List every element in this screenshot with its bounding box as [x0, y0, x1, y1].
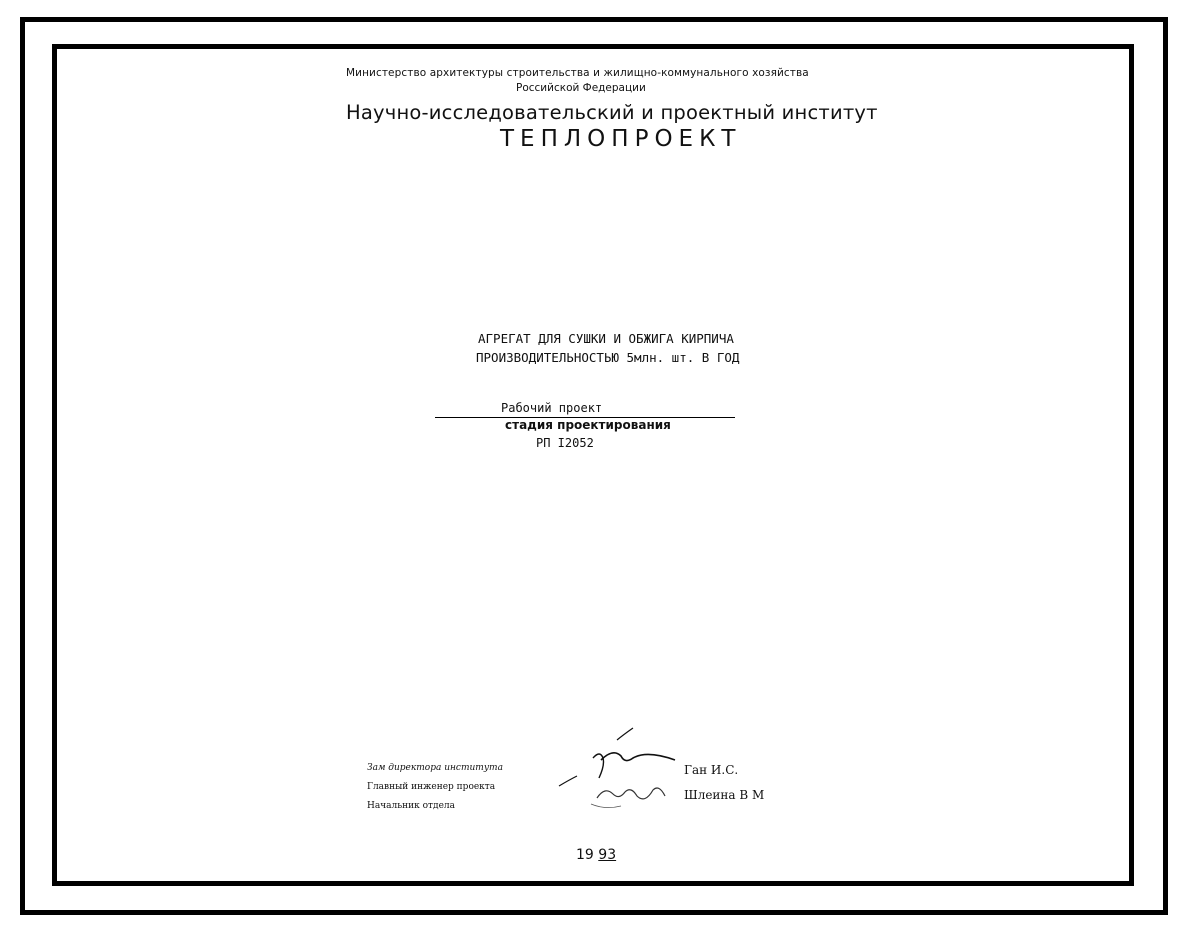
work-project-label: Рабочий проект	[501, 401, 603, 415]
year-suffix: 93	[598, 847, 617, 863]
federation-line: Российской Федерации	[516, 82, 646, 94]
role-deputy-director: Зам директора института	[367, 763, 503, 773]
institute-name: Научно-исследовательский и проектный институт	[346, 101, 878, 124]
signature-marks	[555, 720, 685, 820]
ministry-line: Министерство архитектуры строительства и жилищно-коммунального хозяйства	[346, 67, 809, 79]
project-code: РП I2052	[536, 436, 594, 450]
document-title-line2: ПРОИЗВОДИТЕЛЬНОСТЬЮ 5млн. шт. В ГОД	[476, 350, 740, 365]
signatory-name-2: Шлеина В М	[684, 788, 765, 802]
stage-label: стадия проектирования	[505, 418, 671, 432]
year	[576, 847, 616, 863]
organization-name: ТЕПЛОПРОЕКТ	[500, 126, 742, 152]
signatory-name-1: Ган И.С.	[684, 763, 739, 777]
role-department-head: Начальник отдела	[367, 801, 455, 811]
document-title-line1: АГРЕГАТ ДЛЯ СУШКИ И ОБЖИГА КИРПИЧА	[478, 331, 734, 346]
year-prefix: 19	[576, 847, 594, 863]
role-chief-engineer: Главный инженер проекта	[367, 782, 496, 792]
